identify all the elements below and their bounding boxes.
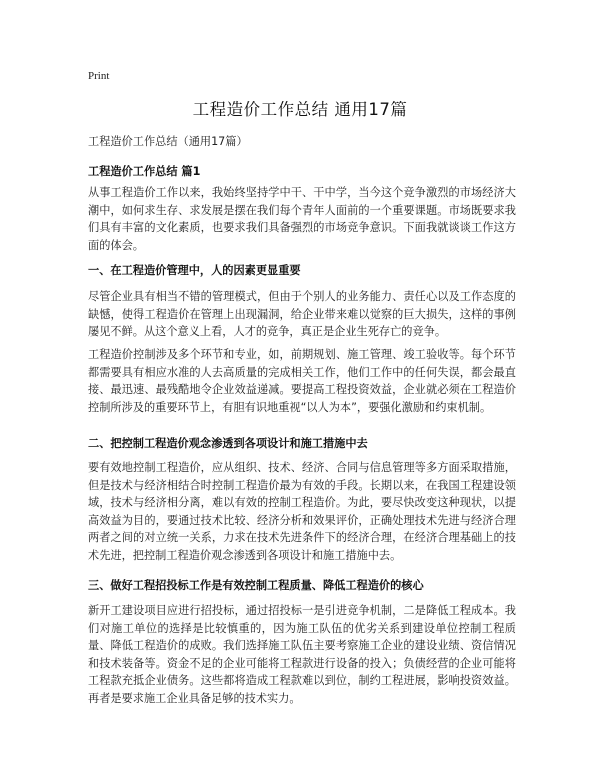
document-subtitle: 工程造价工作总结（通用17篇） (88, 135, 248, 148)
section-heading: 三、做好工程招投标工作是有效控制工程质量、降低工程造价的核心 (88, 579, 424, 592)
paragraph: 要有效地控制工程造价，应从组织、技术、经济、合同与信息管理等多方面采取措施，但是技术与经济相结合时控制工程造价最为有效的手段。长期以来，在我国工程建设领域，技术与经济相分离，难以有效的控制工程造价。为此，要尽快改变这种现状，以提高效益为目的，要通过技术比较、经济分析和效果评价，正确处理技术先进与经济合理两者之间的对立统一关系，力求在技术先进条件下的经济合理，在经济合理基础上的技术先进，把控制工程造价观念渗透到各项设计和施工措施中去。 (88, 461, 516, 562)
paragraph: 工程造价控制涉及多个环节和专业，如，前期规划、施工管理、竣工验收等。每个环节都需要具有相应水准的人去高质量的完成相关工作，他们工作中的任何失误，都会最直接、最迅速、最残酷地令企业效益递减。要提高工程投资效益，企业就必须在工程造价控制所涉及的重要环节上，有胆有识地重视“以人为本”，要强化激励和约束机制。 (88, 348, 516, 414)
section-title: 工程造价工作总结 篇1 (88, 165, 201, 178)
print-label: Print (88, 70, 110, 82)
paragraph: 从事工程造价工作以来，我始终坚持学中干、干中学，当今这个竞争激烈的市场经济大潮中，如何求生存、求发展是摆在我们每个青年人面前的一个重要课题。市场既要求我们具有丰富的文化素质，也要求我们具备强烈的市场竞争意识。下面我就谈谈工作这方面的体会。 (88, 186, 516, 252)
paragraph: 尽管企业具有相当不错的管理模式，但由于个别人的业务能力、责任心以及工作态度的缺憾，使得工程造价在管理上出现漏洞，给企业带来难以觉察的巨大损失，这样的事例屡见不鲜。从这个意义上看，人才的竞争，真正是企业生死存亡的竞争。 (88, 290, 516, 339)
paragraph: 新开工建设项目应进行招投标，通过招投标一是引进竞争机制，二是降低工程成本。我们对施工单位的选择是比较慎重的，因为施工队伍的优劣关系到建设单位控制工程质量、降低工程造价的成败。我们选择施工队伍主要考察施工企业的建设业绩、资信情况和技术装备等。资金不足的企业可能将工程款进行设备的投入；负债经营的企业可能将工程款充抵企业债务。这些都将造成工程款难以到位，制约工程进展，影响投资效益。再者是要求施工企业具备足够的技术实力。 (88, 604, 516, 705)
section-heading: 一、在工程造价管理中，人的因素更显重要 (88, 264, 301, 277)
section-heading: 二、把控制工程造价观念渗透到各项设计和施工措施中去 (88, 437, 368, 450)
document-title: 工程造价工作总结 通用17篇 (192, 100, 408, 119)
